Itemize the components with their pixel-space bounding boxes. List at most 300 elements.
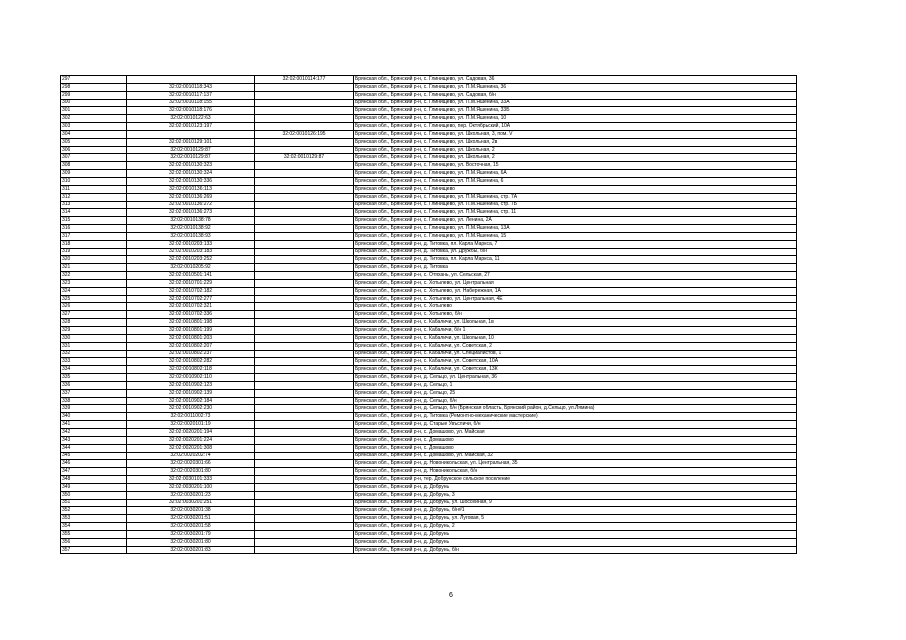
parent-cadastral-number-cell [255, 491, 354, 499]
table-row [61, 546, 797, 554]
parent-cadastral-number-cell [255, 138, 354, 146]
parent-cadastral-number-cell [255, 83, 354, 91]
row-number-cell: 297 [61, 76, 127, 84]
parent-cadastral-number-cell [255, 248, 354, 256]
table-row [61, 476, 797, 484]
parent-cadastral-number-cell [255, 342, 354, 350]
row-number-cell: 307 [61, 154, 127, 162]
table-row [61, 460, 797, 468]
address-cell: Брянская обл., Брянский р-н, тер. Добрунское сельское поселение [354, 476, 797, 484]
cadastral-number-cell: 32:02:0010203:133 [127, 240, 255, 248]
table-row [61, 201, 797, 209]
address-cell: Брянская обл., Брянский р-н, с. Глинищево, ул. П.М.Яшенина, 33А [354, 99, 797, 107]
table-row [61, 538, 797, 546]
address-cell: Брянская обл., Брянский р-н, д. Сельцо, 1 [354, 381, 797, 389]
cadastral-number-cell: 32:02:0030201:38 [127, 507, 255, 515]
parent-cadastral-number-cell [255, 515, 354, 523]
address-cell: Брянская обл., Брянский р-н, д. Титовка (Ремонтно-механические мастерские) [354, 413, 797, 421]
cadastral-number-cell: 32:02:0010902:230 [127, 405, 255, 413]
address-cell: Брянская обл., Брянский р-н, с. Глинищево, ул. П.М.Яшенина, 15 [354, 232, 797, 240]
row-number-cell: 303 [61, 123, 127, 131]
row-number-cell: 308 [61, 162, 127, 170]
parent-cadastral-number-cell [255, 530, 354, 538]
cadastral-number-cell: 32:02:0020202:74 [127, 452, 255, 460]
address-cell: Брянская обл., Брянский р-н, д. Добрунь, б/н [354, 546, 797, 554]
cadastral-number-cell: 32:02:0020301:80 [127, 468, 255, 476]
row-number-cell: 339 [61, 405, 127, 413]
parent-cadastral-number-cell [255, 295, 354, 303]
parent-cadastral-number-cell [255, 483, 354, 491]
row-number-cell: 338 [61, 397, 127, 405]
table-row [61, 358, 797, 366]
address-cell: Брянская обл., Брянский р-н, д. Титовка, пл. Карла Маркса, 11 [354, 256, 797, 264]
row-number-cell: 349 [61, 483, 127, 491]
cadastral-number-cell: 32:02:0010205:92 [127, 264, 255, 272]
address-cell: Брянская обл., Брянский р-н, с. Глинищево, ул. П.М.Яшенина, стр. 7А [354, 193, 797, 201]
parent-cadastral-number-cell [255, 232, 354, 240]
parent-cadastral-number-cell [255, 264, 354, 272]
row-number-cell: 327 [61, 311, 127, 319]
parent-cadastral-number-cell [255, 523, 354, 531]
row-number-cell: 336 [61, 381, 127, 389]
row-number-cell: 311 [61, 185, 127, 193]
parent-cadastral-number-cell [255, 279, 354, 287]
cadastral-number-cell: 32:02:0010138:92 [127, 225, 255, 233]
cadastral-number-cell: 32:02:0020301:66 [127, 460, 255, 468]
address-cell: Брянская обл., Брянский р-н, с. Отяхань, ул. Сельская, 27 [354, 272, 797, 280]
cadastral-number-cell: 32:02:0010118:176 [127, 107, 255, 115]
cadastral-number-cell: 32:02:0010123:197 [127, 123, 255, 131]
parent-cadastral-number-cell [255, 91, 354, 99]
cadastral-number-cell: 32:02:0010701:229 [127, 279, 255, 287]
table-row [61, 264, 797, 272]
parent-cadastral-number-cell [255, 381, 354, 389]
cadastral-number-cell: 32:02:0010129:87 [127, 154, 255, 162]
cadastral-number-cell: 32:02:0010203:183 [127, 248, 255, 256]
table-row [61, 389, 797, 397]
cadastral-number-cell: 32:02:0010702:321 [127, 303, 255, 311]
cadastral-number-cell: 32:02:0010802:282 [127, 358, 255, 366]
cadastral-number-cell: 32:02:0020201:308 [127, 444, 255, 452]
address-cell: Брянская обл., Брянский р-н, с. Глинищево, ул. Школьная, 3, пом. V [354, 130, 797, 138]
cadastral-number-cell [127, 76, 255, 84]
cadastral-number-cell: 32:02:0010130:336 [127, 177, 255, 185]
parent-cadastral-number-cell [255, 413, 354, 421]
table-row [61, 303, 797, 311]
cadastral-number-cell: 32:02:0030201:80 [127, 538, 255, 546]
cadastral-number-cell: 32:02:0010802:207 [127, 342, 255, 350]
parent-cadastral-number-cell [255, 546, 354, 554]
table-row [61, 468, 797, 476]
address-cell: Брянская обл., Брянский р-н, с. Глинищево, ул. П.М.Яшенина, 13А [354, 225, 797, 233]
table-row [61, 248, 797, 256]
table-row [61, 123, 797, 131]
row-number-cell: 323 [61, 279, 127, 287]
row-number-cell: 316 [61, 225, 127, 233]
row-number-cell: 356 [61, 538, 127, 546]
row-number-cell: 335 [61, 374, 127, 382]
cadastral-number-cell: 32:02:0010801:198 [127, 319, 255, 327]
cadastral-number-cell: 32:02:0010136:269 [127, 193, 255, 201]
row-number-cell: 321 [61, 264, 127, 272]
parent-cadastral-number-cell [255, 538, 354, 546]
cadastral-number-cell: 32:02:0010118:343 [127, 83, 255, 91]
cadastral-number-cell: 32:02:0010203:252 [127, 256, 255, 264]
table-row [61, 366, 797, 374]
address-cell: Брянская обл., Брянский р-н, д. Добрунь, 3 [354, 491, 797, 499]
table-row [61, 232, 797, 240]
table-row [61, 154, 797, 162]
table-row [61, 311, 797, 319]
address-cell: Брянская обл., Брянский р-н, д. Новоникольская, б/н [354, 468, 797, 476]
table-row [61, 225, 797, 233]
parent-cadastral-number-cell [255, 99, 354, 107]
address-cell: Брянская обл., Брянский р-н, д. Добрунь [354, 530, 797, 538]
parent-cadastral-number-cell [255, 146, 354, 154]
cadastral-number-cell: 32:02:0010902:123 [127, 381, 255, 389]
parent-cadastral-number-cell: 32:02:0010129:87 [255, 154, 354, 162]
address-cell: Брянская обл., Брянский р-н, с. Глинищево, ул. П.М.Яшенина, стр. 7Б [354, 201, 797, 209]
cadastral-number-cell: 32:02:0010136:113 [127, 185, 255, 193]
parent-cadastral-number-cell [255, 170, 354, 178]
row-number-cell: 298 [61, 83, 127, 91]
address-cell: Брянская обл., Брянский р-н, д. Титовка, пл. Карла Маркса, 7 [354, 240, 797, 248]
row-number-cell: 344 [61, 444, 127, 452]
table-row [61, 115, 797, 123]
table-row [61, 452, 797, 460]
address-cell: Брянская обл., Брянский р-н, д. Сельцо, ул. Центральная, 36 [354, 374, 797, 382]
parent-cadastral-number-cell [255, 193, 354, 201]
row-number-cell: 353 [61, 515, 127, 523]
address-cell: Брянская обл., Брянский р-н, с. Глинищево, ул. Садовая, б/н [354, 91, 797, 99]
parent-cadastral-number-cell [255, 115, 354, 123]
cadastral-number-cell: 32:02:0010138:93 [127, 232, 255, 240]
parent-cadastral-number-cell [255, 240, 354, 248]
cadastral-number-cell: 32:02:0010801:203 [127, 334, 255, 342]
table-row [61, 444, 797, 452]
row-number-cell: 343 [61, 436, 127, 444]
table-row [61, 405, 797, 413]
parent-cadastral-number-cell [255, 444, 354, 452]
parent-cadastral-number-cell [255, 217, 354, 225]
row-number-cell: 318 [61, 240, 127, 248]
table-row [61, 193, 797, 201]
parent-cadastral-number-cell [255, 499, 354, 507]
row-number-cell: 309 [61, 170, 127, 178]
address-cell: Брянская обл., Брянский р-н, с. Хотылево, ул. Центральная [354, 279, 797, 287]
cadastral-number-cell: 32:02:0010501:141 [127, 272, 255, 280]
row-number-cell: 350 [61, 491, 127, 499]
table-row [61, 499, 797, 507]
row-number-cell: 317 [61, 232, 127, 240]
address-cell: Брянская обл., Брянский р-н, с. Глинищево, ул. П.М.Яшенина, 10 [354, 115, 797, 123]
address-cell: Брянская обл., Брянский р-н, с. Глинищево [354, 185, 797, 193]
address-cell: Брянская обл., Брянский р-н, д. Добрунь [354, 483, 797, 491]
address-cell: Брянская обл., Брянский р-н, д. Добрунь, б/н#1 [354, 507, 797, 515]
row-number-cell: 332 [61, 350, 127, 358]
parent-cadastral-number-cell [255, 428, 354, 436]
row-number-cell: 299 [61, 91, 127, 99]
address-cell: Брянская обл., Брянский р-н, д. Сельцо, б/н (Брянская область, Брянский район, д.Сельцо, ул.Лямина) [354, 405, 797, 413]
table-row [61, 342, 797, 350]
address-cell: Брянская обл., Брянский р-н, с. Глинищево, ул. Школьная, 2в [354, 138, 797, 146]
table-row [61, 83, 797, 91]
row-number-cell: 352 [61, 507, 127, 515]
table-row [61, 170, 797, 178]
address-cell: Брянская обл., Брянский р-н, д. Добрунь [354, 538, 797, 546]
parent-cadastral-number-cell [255, 452, 354, 460]
address-cell: Брянская обл., Брянский р-н, с. Кабаличи, ул. Советская, 10А [354, 358, 797, 366]
row-number-cell: 319 [61, 248, 127, 256]
cadastral-number-cell: 32:02:0030201:79 [127, 530, 255, 538]
parent-cadastral-number-cell [255, 287, 354, 295]
cadastral-number-cell: 32:02:0010129:101 [127, 138, 255, 146]
parent-cadastral-number-cell [255, 311, 354, 319]
cadastral-number-cell: 32:02:0011002:73 [127, 413, 255, 421]
table-row [61, 350, 797, 358]
cadastral-number-cell: 32:02:0030201:83 [127, 546, 255, 554]
cadastral-number-cell: 32:02:0010801:199 [127, 327, 255, 335]
address-cell: Брянская обл., Брянский р-н, с. Кабаличи, ул. Советская, 2 [354, 342, 797, 350]
parent-cadastral-number-cell [255, 185, 354, 193]
address-cell: Брянская обл., Брянский р-н, д. Сельцо, б/н [354, 397, 797, 405]
table-row [61, 177, 797, 185]
row-number-cell: 333 [61, 358, 127, 366]
cadastral-number-cell: 32:02:0010130:323 [127, 162, 255, 170]
table-row [61, 209, 797, 217]
row-number-cell: 305 [61, 138, 127, 146]
table-row [61, 185, 797, 193]
table-row [61, 99, 797, 107]
address-cell: Брянская обл., Брянский р-н, с. Глинищево, ул. П.М.Яшенина, 36 [354, 83, 797, 91]
row-number-cell: 315 [61, 217, 127, 225]
address-cell: Брянская обл., Брянский р-н, д. Новоникольская, ул. Центральная, 35 [354, 460, 797, 468]
row-number-cell: 354 [61, 523, 127, 531]
row-number-cell: 328 [61, 319, 127, 327]
cadastral-number-cell: 32:02:0010902:110 [127, 374, 255, 382]
parent-cadastral-number-cell: 32:02:0010114:177 [255, 76, 354, 84]
parent-cadastral-number-cell [255, 225, 354, 233]
row-number-cell: 324 [61, 287, 127, 295]
table-row [61, 507, 797, 515]
parent-cadastral-number-cell [255, 319, 354, 327]
table-row [61, 91, 797, 99]
table-row [61, 334, 797, 342]
address-cell: Брянская обл., Брянский р-н, с. Кабаличи, ул. Советская, 13К [354, 366, 797, 374]
table-row [61, 217, 797, 225]
parent-cadastral-number-cell [255, 460, 354, 468]
parent-cadastral-number-cell [255, 421, 354, 429]
table-row [61, 515, 797, 523]
table-row [61, 413, 797, 421]
address-cell: Брянская обл., Брянский р-н, с. Кабаличи, ул. Школьная, 1в [354, 319, 797, 327]
address-cell: Брянская обл., Брянский р-н, с. Хотылево, ул. Набережная, 1А [354, 287, 797, 295]
row-number-cell: 342 [61, 428, 127, 436]
address-cell: Брянская обл., Брянский р-н, с. Глинищево, ул. Школьная, 2 [354, 154, 797, 162]
row-number-cell: 301 [61, 107, 127, 115]
cadastral-number-cell: 32:02:0010702:277 [127, 295, 255, 303]
table-row [61, 491, 797, 499]
table-row [61, 319, 797, 327]
cadastral-number-cell: 32:02:0030201:23 [127, 491, 255, 499]
parent-cadastral-number-cell [255, 476, 354, 484]
parent-cadastral-number-cell [255, 327, 354, 335]
table-row [61, 256, 797, 264]
cadastral-number-cell: 32:02:0010129:87 [127, 146, 255, 154]
row-number-cell: 314 [61, 209, 127, 217]
address-cell: Брянская обл., Брянский р-н, с. Глинищево, ул. П.М.Яшенина, 6 [354, 177, 797, 185]
row-number-cell: 310 [61, 177, 127, 185]
row-number-cell: 340 [61, 413, 127, 421]
cadastral-number-cell [127, 130, 255, 138]
row-number-cell: 326 [61, 303, 127, 311]
row-number-cell: 312 [61, 193, 127, 201]
parent-cadastral-number-cell [255, 256, 354, 264]
table-row [61, 327, 797, 335]
address-cell: Брянская обл., Брянский р-н, с. Кабаличи, ул. Специалистов, 1 [354, 350, 797, 358]
table-row [61, 295, 797, 303]
cadastral-number-cell: 32:02:0010702:336 [127, 311, 255, 319]
address-cell: Брянская обл., Брянский р-н, с. Кабаличи, б/н 1 [354, 327, 797, 335]
parent-cadastral-number-cell [255, 209, 354, 217]
table-row [61, 146, 797, 154]
parent-cadastral-number-cell [255, 468, 354, 476]
row-number-cell: 306 [61, 146, 127, 154]
parent-cadastral-number-cell: 32:02:0010126:195 [255, 130, 354, 138]
table-row [61, 76, 797, 84]
row-number-cell: 325 [61, 295, 127, 303]
table-row [61, 130, 797, 138]
parent-cadastral-number-cell [255, 123, 354, 131]
table-row [61, 107, 797, 115]
cadastral-number-cell: 32:02:0010118:155 [127, 99, 255, 107]
address-cell: Брянская обл., Брянский р-н, с. Глинищево, ул. П.М.Яшенина, 33Б [354, 107, 797, 115]
cadastral-number-cell: 32:02:0010117:137 [127, 91, 255, 99]
address-cell: Брянская обл., Брянский р-н, с. Домашово [354, 444, 797, 452]
row-number-cell: 348 [61, 476, 127, 484]
page-number: 6 [449, 592, 453, 599]
row-number-cell: 337 [61, 389, 127, 397]
row-number-cell: 329 [61, 327, 127, 335]
cadastral-number-cell: 32:02:0030201:51 [127, 515, 255, 523]
parent-cadastral-number-cell [255, 405, 354, 413]
address-cell: Брянская обл., Брянский р-н, с. Глинищево, ул. Садовая, 36 [354, 76, 797, 84]
cadastral-number-cell: 32:02:0010702:182 [127, 287, 255, 295]
address-cell: Брянская обл., Брянский р-н, с. Домашово, ул. Майская [354, 428, 797, 436]
cadastral-number-cell: 32:02:0010122:63 [127, 115, 255, 123]
cadastral-number-cell: 32:02:0010136:273 [127, 209, 255, 217]
parent-cadastral-number-cell [255, 272, 354, 280]
table-row [61, 287, 797, 295]
cadastral-number-cell: 32:02:0030101:333 [127, 476, 255, 484]
row-number-cell: 355 [61, 530, 127, 538]
table-row [61, 428, 797, 436]
table-row [61, 240, 797, 248]
cadastral-number-cell: 32:02:0010802:118 [127, 366, 255, 374]
register-table-body [61, 76, 797, 554]
address-cell: Брянская обл., Брянский р-н, с. Домашово, ул. Майская, 32 [354, 452, 797, 460]
address-cell: Брянская обл., Брянский р-н, с. Глинищево, ул. П.М.Яшенина, 6А [354, 170, 797, 178]
cadastral-number-cell: 32:02:0010902:184 [127, 397, 255, 405]
row-number-cell: 345 [61, 452, 127, 460]
parent-cadastral-number-cell [255, 366, 354, 374]
address-cell: Брянская обл., Брянский р-н, с. Кабаличи, ул. Школьная, 10 [354, 334, 797, 342]
address-cell: Брянская обл., Брянский р-н, д. Старые Увъсличи, б/н [354, 421, 797, 429]
address-cell: Брянская обл., Брянский р-н, с. Хотылево [354, 303, 797, 311]
table-row [61, 483, 797, 491]
row-number-cell: 300 [61, 99, 127, 107]
table-row [61, 272, 797, 280]
address-cell: Брянская обл., Брянский р-н, с. Глинищево, ул. Ленина, 2А [354, 217, 797, 225]
table-row [61, 162, 797, 170]
cadastral-number-cell: 32:02:0030201:100 [127, 483, 255, 491]
parent-cadastral-number-cell [255, 162, 354, 170]
parent-cadastral-number-cell [255, 436, 354, 444]
cadastral-number-cell: 32:02:0010802:237 [127, 350, 255, 358]
row-number-cell: 331 [61, 342, 127, 350]
row-number-cell: 346 [61, 460, 127, 468]
row-number-cell: 322 [61, 272, 127, 280]
address-cell: Брянская обл., Брянский р-н, д. Добрунь, ул. Шоссейная, 9 [354, 499, 797, 507]
address-cell: Брянская обл., Брянский р-н, с. Хотылево, б/н [354, 311, 797, 319]
parent-cadastral-number-cell [255, 374, 354, 382]
address-cell: Брянская обл., Брянский р-н, с. Глинищево, ул. П.М.Яшенина, стр. 11 [354, 209, 797, 217]
table-row [61, 421, 797, 429]
parent-cadastral-number-cell [255, 201, 354, 209]
table-row [61, 523, 797, 531]
cadastral-number-cell: 32:02:0020101:19 [127, 421, 255, 429]
parent-cadastral-number-cell [255, 389, 354, 397]
parent-cadastral-number-cell [255, 107, 354, 115]
table-row [61, 397, 797, 405]
row-number-cell: 313 [61, 201, 127, 209]
table-row [61, 530, 797, 538]
cadastral-number-cell: 32:02:0030201:58 [127, 523, 255, 531]
address-cell: Брянская обл., Брянский р-н, с. Хотылево, ул. Центральная, 4Е [354, 295, 797, 303]
address-cell: Брянская обл., Брянский р-н, д. Сельцо, 25 [354, 389, 797, 397]
address-cell: Брянская обл., Брянский р-н, с. Глинищево, ул. Восточная, 15 [354, 162, 797, 170]
row-number-cell: 304 [61, 130, 127, 138]
row-number-cell: 341 [61, 421, 127, 429]
cadastral-number-cell: 32:02:0010138:78 [127, 217, 255, 225]
table-row [61, 279, 797, 287]
address-cell: Брянская обл., Брянский р-н, д. Добрунь, 2 [354, 523, 797, 531]
parent-cadastral-number-cell [255, 397, 354, 405]
cadastral-number-cell: 32:02:0020201:224 [127, 436, 255, 444]
cadastral-number-cell: 32:02:0010902:139 [127, 389, 255, 397]
parent-cadastral-number-cell [255, 358, 354, 366]
row-number-cell: 302 [61, 115, 127, 123]
cadastral-number-cell: 32:02:0020201:194 [127, 428, 255, 436]
address-cell: Брянская обл., Брянский р-н, д. Титовка, ул. Дружбы, б/н [354, 248, 797, 256]
row-number-cell: 351 [61, 499, 127, 507]
register-table [60, 75, 797, 554]
row-number-cell: 330 [61, 334, 127, 342]
parent-cadastral-number-cell [255, 334, 354, 342]
table-row [61, 436, 797, 444]
row-number-cell: 334 [61, 366, 127, 374]
table-row [61, 138, 797, 146]
row-number-cell: 357 [61, 546, 127, 554]
table-row [61, 381, 797, 389]
address-cell: Брянская обл., Брянский р-н, д. Титовка [354, 264, 797, 272]
cadastral-number-cell: 32:02:0030201:251 [127, 499, 255, 507]
parent-cadastral-number-cell [255, 507, 354, 515]
row-number-cell: 320 [61, 256, 127, 264]
parent-cadastral-number-cell [255, 303, 354, 311]
address-cell: Брянская обл., Брянский р-н, с. Домашово [354, 436, 797, 444]
parent-cadastral-number-cell [255, 350, 354, 358]
